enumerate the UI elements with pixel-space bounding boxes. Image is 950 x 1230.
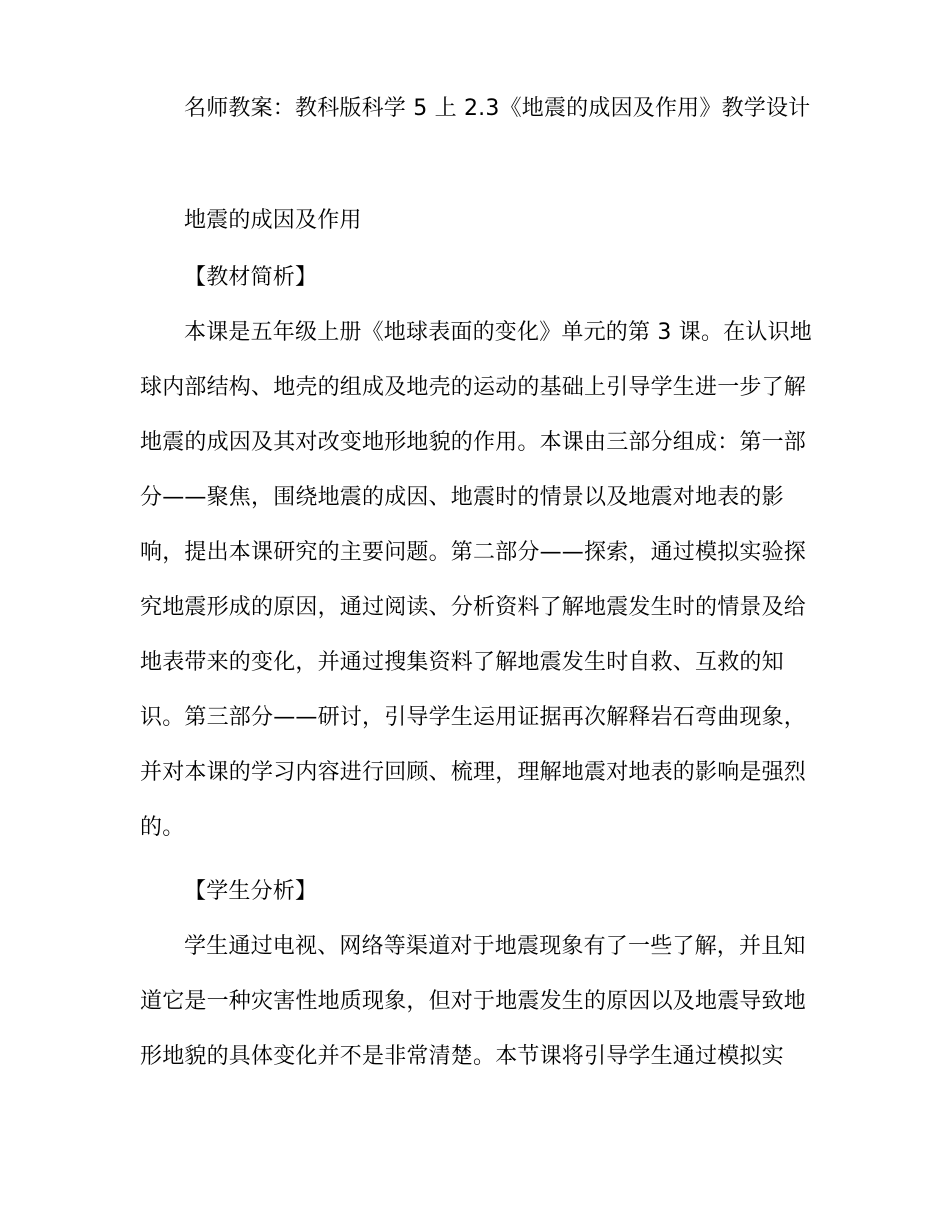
lesson-name: 地震的成因及作用: [184, 208, 362, 233]
paragraph-line: 地震的成因及其对改变地形地貌的作用。本课由三部分组成：第一部: [140, 430, 807, 455]
paragraph-line: 地表带来的变化，并通过搜集资料了解地震发生时自救、互救的知: [140, 650, 784, 675]
section-heading-student-analysis: 【学生分析】: [184, 879, 318, 904]
paragraph-line: 识。第三部分——研讨，引导学生运用证据再次解释岩石弯曲现象，: [140, 705, 807, 730]
paragraph-line: 并对本课的学习内容进行回顾、梳理，理解地震对地表的影响是强烈: [140, 760, 807, 785]
paragraph-line: 学生通过电视、网络等渠道对于地震现象有了一些了解，并且知: [184, 934, 806, 959]
document-title: 名师教案：教科版科学 5 上 2.3《地震的成因及作用》教学设计: [184, 96, 811, 121]
paragraph-line: 分——聚焦，围绕地震的成因、地震时的情景以及地震对地表的影: [140, 485, 784, 510]
paragraph-line: 球内部结构、地壳的组成及地壳的运动的基础上引导学生进一步了解: [140, 375, 807, 400]
paragraph-line: 响，提出本课研究的主要问题。第二部分——探索，通过模拟实验探: [140, 540, 807, 565]
paragraph-line: 形地貌的具体变化并不是非常清楚。本节课将引导学生通过模拟实: [140, 1044, 784, 1069]
paragraph-line: 道它是一种灾害性地质现象，但对于地震发生的原因以及地震导致地: [140, 989, 807, 1014]
paragraph-line: 究地震形成的原因，通过阅读、分析资料了解地震发生时的情景及给: [140, 595, 807, 620]
paragraph-line: 的。: [140, 815, 185, 840]
section-heading-textbook-analysis: 【教材简析】: [184, 265, 318, 290]
paragraph-line: 本课是五年级上册《地球表面的变化》单元的第 3 课。在认识地: [184, 320, 812, 345]
